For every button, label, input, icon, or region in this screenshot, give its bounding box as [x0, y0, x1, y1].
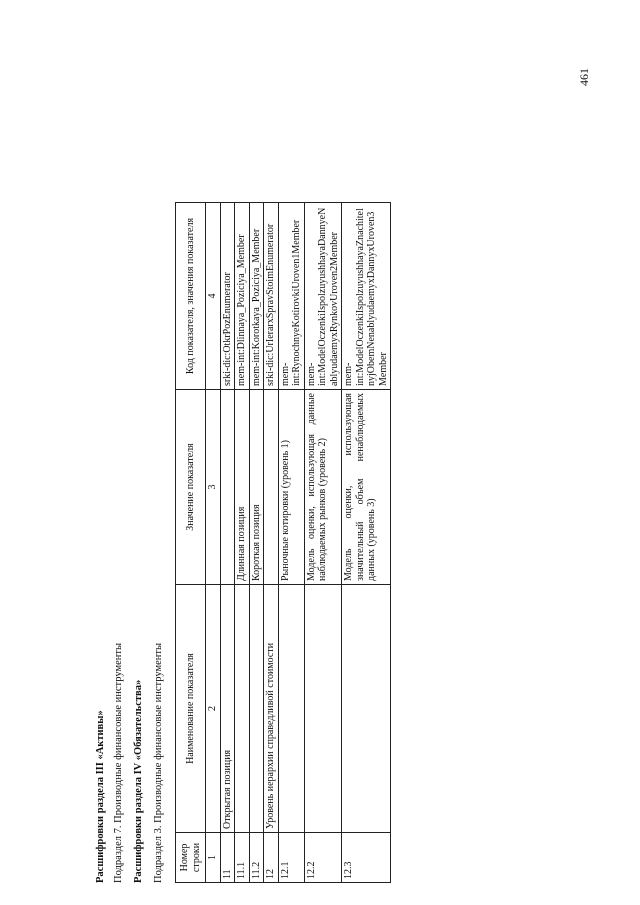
indicator-name-cell	[304, 585, 342, 833]
indicator-value-cell: Модель оценки, использующая значительный объем ненаблюдаемых данных (уровень 3)	[342, 390, 391, 585]
row-number-cell: 12.2	[304, 833, 342, 883]
indicator-code-cell: srki-dic:OtkrPozEnumerator	[220, 203, 235, 390]
row-number-cell: 12.3	[342, 833, 391, 883]
indicator-value-cell: Длинная позиция	[235, 390, 250, 585]
rotated-page-content	[95, 195, 555, 895]
indicator-code-cell: mem-int:ModelOczenkiIspolzuyushhayaDannyeNablyudaemyxRynkovUroven2Member	[304, 203, 342, 390]
subsection-7-heading: Подраздел 7. Производные финансовые инструменты	[113, 642, 124, 883]
table-row	[304, 203, 342, 883]
indicator-code-cell: mem-int:Korotkaya_Poziciya_Member	[249, 203, 264, 390]
indicator-name-cell	[235, 585, 250, 833]
row-number-cell: 11.1	[235, 833, 250, 883]
indicator-code-cell: mem-int:RynochnyeKotirovkiUroven1Member	[278, 203, 304, 390]
indicator-value-cell: Короткая позиция	[249, 390, 264, 585]
indicator-code-cell: mem-int:Dlinnaya_Poziciya_Member	[235, 203, 250, 390]
table-row	[278, 203, 304, 883]
page-number: 461	[577, 68, 591, 86]
header-indicator-name: Наименование показателя	[176, 585, 206, 833]
indicator-name-cell: Открытая позиция	[220, 585, 235, 833]
section-3-heading: Расшифровки раздела III «Активы»	[95, 710, 106, 883]
indicator-name-cell	[342, 585, 391, 833]
index-cell: 2	[206, 585, 221, 833]
subsection-3-heading: Подраздел 3. Производные финансовые инструменты	[153, 642, 164, 883]
indicator-value-cell	[264, 390, 279, 585]
section-4-heading: Расшифровки раздела IV «Обязательства»	[133, 679, 144, 883]
table-row	[220, 203, 235, 883]
row-number-cell: 11	[220, 833, 235, 883]
header-row-number: Номер строки	[176, 833, 206, 883]
indicator-name-cell: Уровень иерархии справедливой стоимости	[264, 585, 279, 833]
indicator-name-cell	[249, 585, 264, 833]
row-number-cell: 12	[264, 833, 279, 883]
index-cell: 4	[206, 203, 221, 390]
index-cell: 1	[206, 833, 221, 883]
table-header-row	[176, 203, 206, 883]
row-number-cell: 11.2	[249, 833, 264, 883]
indicators-table	[175, 202, 391, 883]
indicator-code-cell: srki-dic:UrIerarxSpravStoimEnumerator	[264, 203, 279, 390]
indicator-code-cell: mem-int:ModelOczenkiIspolzuyushhayaZnachitelnyjObemNenablyudaemyxDannyxUroven3Member	[342, 203, 391, 390]
indicator-value-cell	[220, 390, 235, 585]
table-row	[235, 203, 250, 883]
indicator-value-cell: Рыночные котировки (уровень 1)	[278, 390, 304, 585]
header-indicator-code: Код показателя, значения показателя	[176, 203, 206, 390]
table-row	[342, 203, 391, 883]
table-index-row	[206, 203, 221, 883]
indicator-name-cell	[278, 585, 304, 833]
indicator-value-cell: Модель оценки, использующая данные наблюдаемых рынков (уровень 2)	[304, 390, 342, 585]
header-indicator-value: Значение показателя	[176, 390, 206, 585]
row-number-cell: 12.1	[278, 833, 304, 883]
index-cell: 3	[206, 390, 221, 585]
table-row	[249, 203, 264, 883]
table-row	[264, 203, 279, 883]
